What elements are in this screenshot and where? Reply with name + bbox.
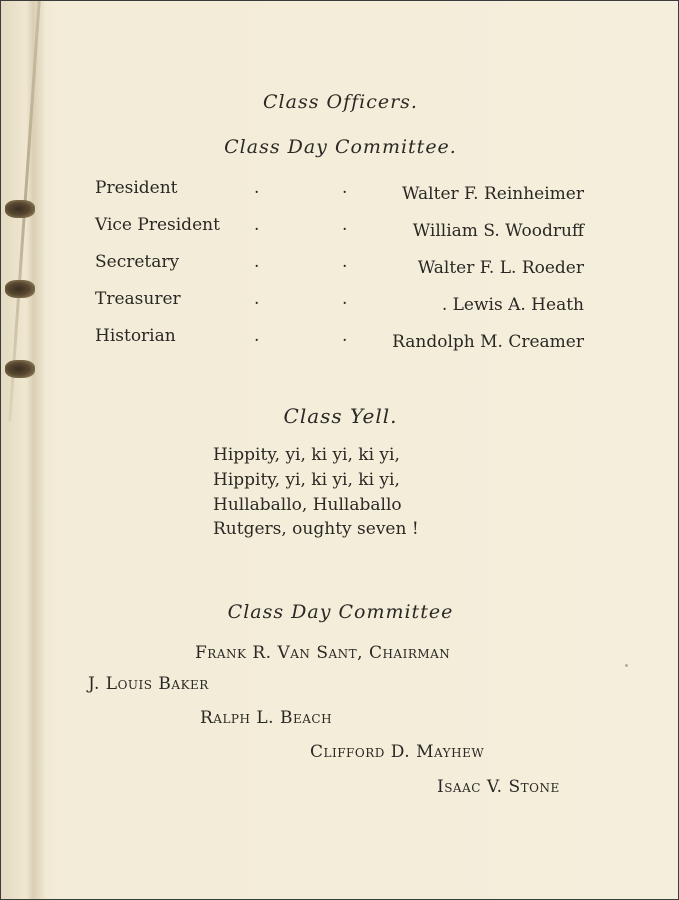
yell-line: Hippity, yi, ki yi, ki yi,	[213, 445, 400, 465]
leader-dot: .	[254, 289, 260, 309]
leader-dot: .	[342, 215, 348, 235]
leader-dot: .	[254, 215, 260, 235]
officer-title: President	[95, 178, 178, 198]
officer-name: William S. Woodruff	[412, 221, 584, 241]
committee-member: Ralph L. Beach	[200, 708, 333, 728]
committee-member: Isaac V. Stone	[437, 777, 560, 797]
leader-dot: .	[254, 252, 260, 272]
binding-stitch-bottom	[5, 360, 35, 378]
committee-member-chairman: Frank R. Van Sant, Chairman	[195, 643, 451, 663]
committee-member: J. Louis Baker	[88, 674, 209, 694]
heading-class-yell: Class Yell.	[283, 404, 398, 428]
yell-line: Rutgers, oughty seven !	[213, 519, 419, 539]
heading-class-officers: Class Officers.	[263, 91, 418, 113]
officer-row-secretary	[1, 252, 679, 282]
officer-row-vice-president	[1, 215, 679, 245]
officer-title: Vice President	[95, 215, 220, 235]
officer-name: Walter F. L. Roeder	[417, 258, 584, 278]
officer-row-president	[1, 178, 679, 208]
officer-name: Randolph M. Creamer	[392, 332, 584, 352]
officer-row-treasurer	[1, 289, 679, 319]
leader-dot: .	[342, 252, 348, 272]
officer-title: Secretary	[95, 252, 180, 272]
officer-name: Walter F. Reinheimer	[402, 184, 584, 204]
paper-speck	[625, 664, 628, 667]
officer-row-historian	[1, 326, 679, 356]
yell-line: Hippity, yi, ki yi, ki yi,	[213, 470, 400, 490]
leader-dot: .	[342, 289, 348, 309]
leader-dot: .	[342, 178, 348, 198]
leader-dot: .	[254, 326, 260, 346]
leader-dot: .	[342, 326, 348, 346]
leader-dot: .	[254, 178, 260, 198]
heading-class-day-committee-top: Class Day Committee.	[224, 136, 457, 158]
officer-name: . Lewis A. Heath	[441, 295, 584, 315]
yell-line: Hullaballo, Hullaballo	[213, 495, 402, 515]
officer-title: Treasurer	[95, 289, 181, 309]
committee-member: Clifford D. Mayhew	[310, 742, 485, 762]
heading-class-day-committee-bottom: Class Day Committee	[227, 601, 454, 623]
officer-title: Historian	[95, 326, 176, 346]
